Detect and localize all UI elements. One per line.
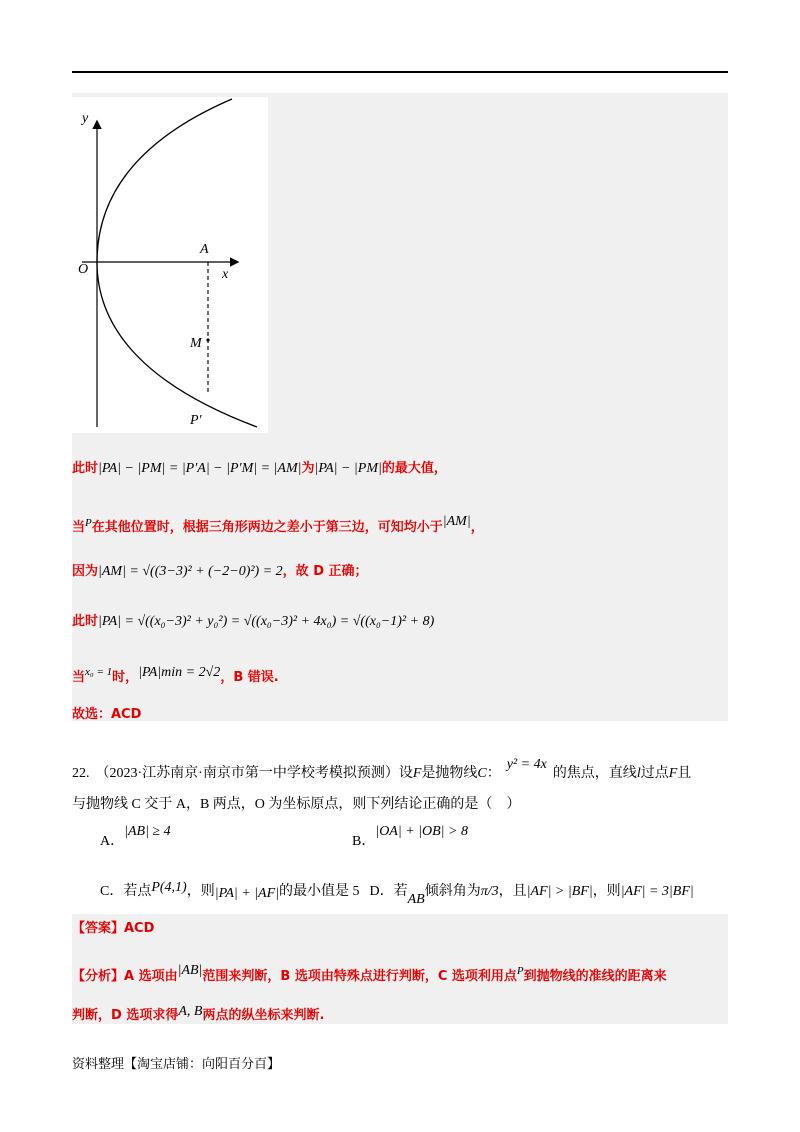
label-a: A xyxy=(200,242,209,257)
label-y: y xyxy=(82,111,89,126)
point-m xyxy=(206,338,209,341)
solution-line-5: 当$^{x_0 = 1}$时，|PA|min = 2√2，B 错误. xyxy=(72,665,279,685)
footer-source: 资料整理【淘宝店铺：向阳百分百】 xyxy=(72,1057,281,1072)
question-line-1: 22. （2023·江苏南京·南京市第一中学校考模拟预测）设F是抛物线C：y² = 4x的焦点，直线l过点F且 xyxy=(72,757,692,781)
solution-line-1: 此时|PA| − |PM| = |P′A| − |P′M| = |AM|为|PA| − |PM|的最大值， xyxy=(72,461,447,476)
label-p: P' xyxy=(190,413,202,428)
label-m: M xyxy=(190,336,202,351)
parabola-curve xyxy=(97,99,257,427)
solution-line-3: 因为|AM| = √((3−3)² + (−2−0)²) = 2，故 D 正确； xyxy=(72,564,368,579)
analysis-line-2: 判断，D 选项求得A, B两点的纵坐标来判断. xyxy=(72,1004,325,1023)
parabola-diagram xyxy=(72,97,268,433)
option-b: B．|OA| + |OB| > 8 xyxy=(352,824,468,849)
solution-line-6: 故选：ACD xyxy=(72,707,142,722)
parabola-figure xyxy=(72,97,268,433)
option-c-d: C．若点P(4,1)，则|PA| + |AF|的最小值是 5 D．若AB倾斜角为π/3，且|AF| > |BF|，则|AF| = 3|BF| xyxy=(100,880,694,907)
question-line-2: 与抛物线 C 交于 A，B 两点，O 为坐标原点，则下列结论正确的是（ ） xyxy=(72,797,521,812)
top-rule xyxy=(72,71,728,73)
analysis-line-1: 【分析】A 选项由|AB|范围来判断，B 选项由特殊点进行判断，C 选项利用点$^P$到抛物线的准线的距离来 xyxy=(72,963,667,984)
solution-line-4: 此时|PA| = √((x₀−3)² + y₀²) = √((x₀−3)² + 4x₀) = √((x₀−1)² + 8) xyxy=(72,614,435,629)
option-a: A．|AB| ≥ 4 xyxy=(100,824,171,849)
label-o: O xyxy=(78,262,89,277)
answer-label: 【答案】ACD xyxy=(72,921,155,936)
label-x: x xyxy=(222,267,229,282)
solution-line-2: 当$^P$在其他位置时，根据三角形两边之差小于第三边，可知均小于|AM|， xyxy=(72,514,484,535)
